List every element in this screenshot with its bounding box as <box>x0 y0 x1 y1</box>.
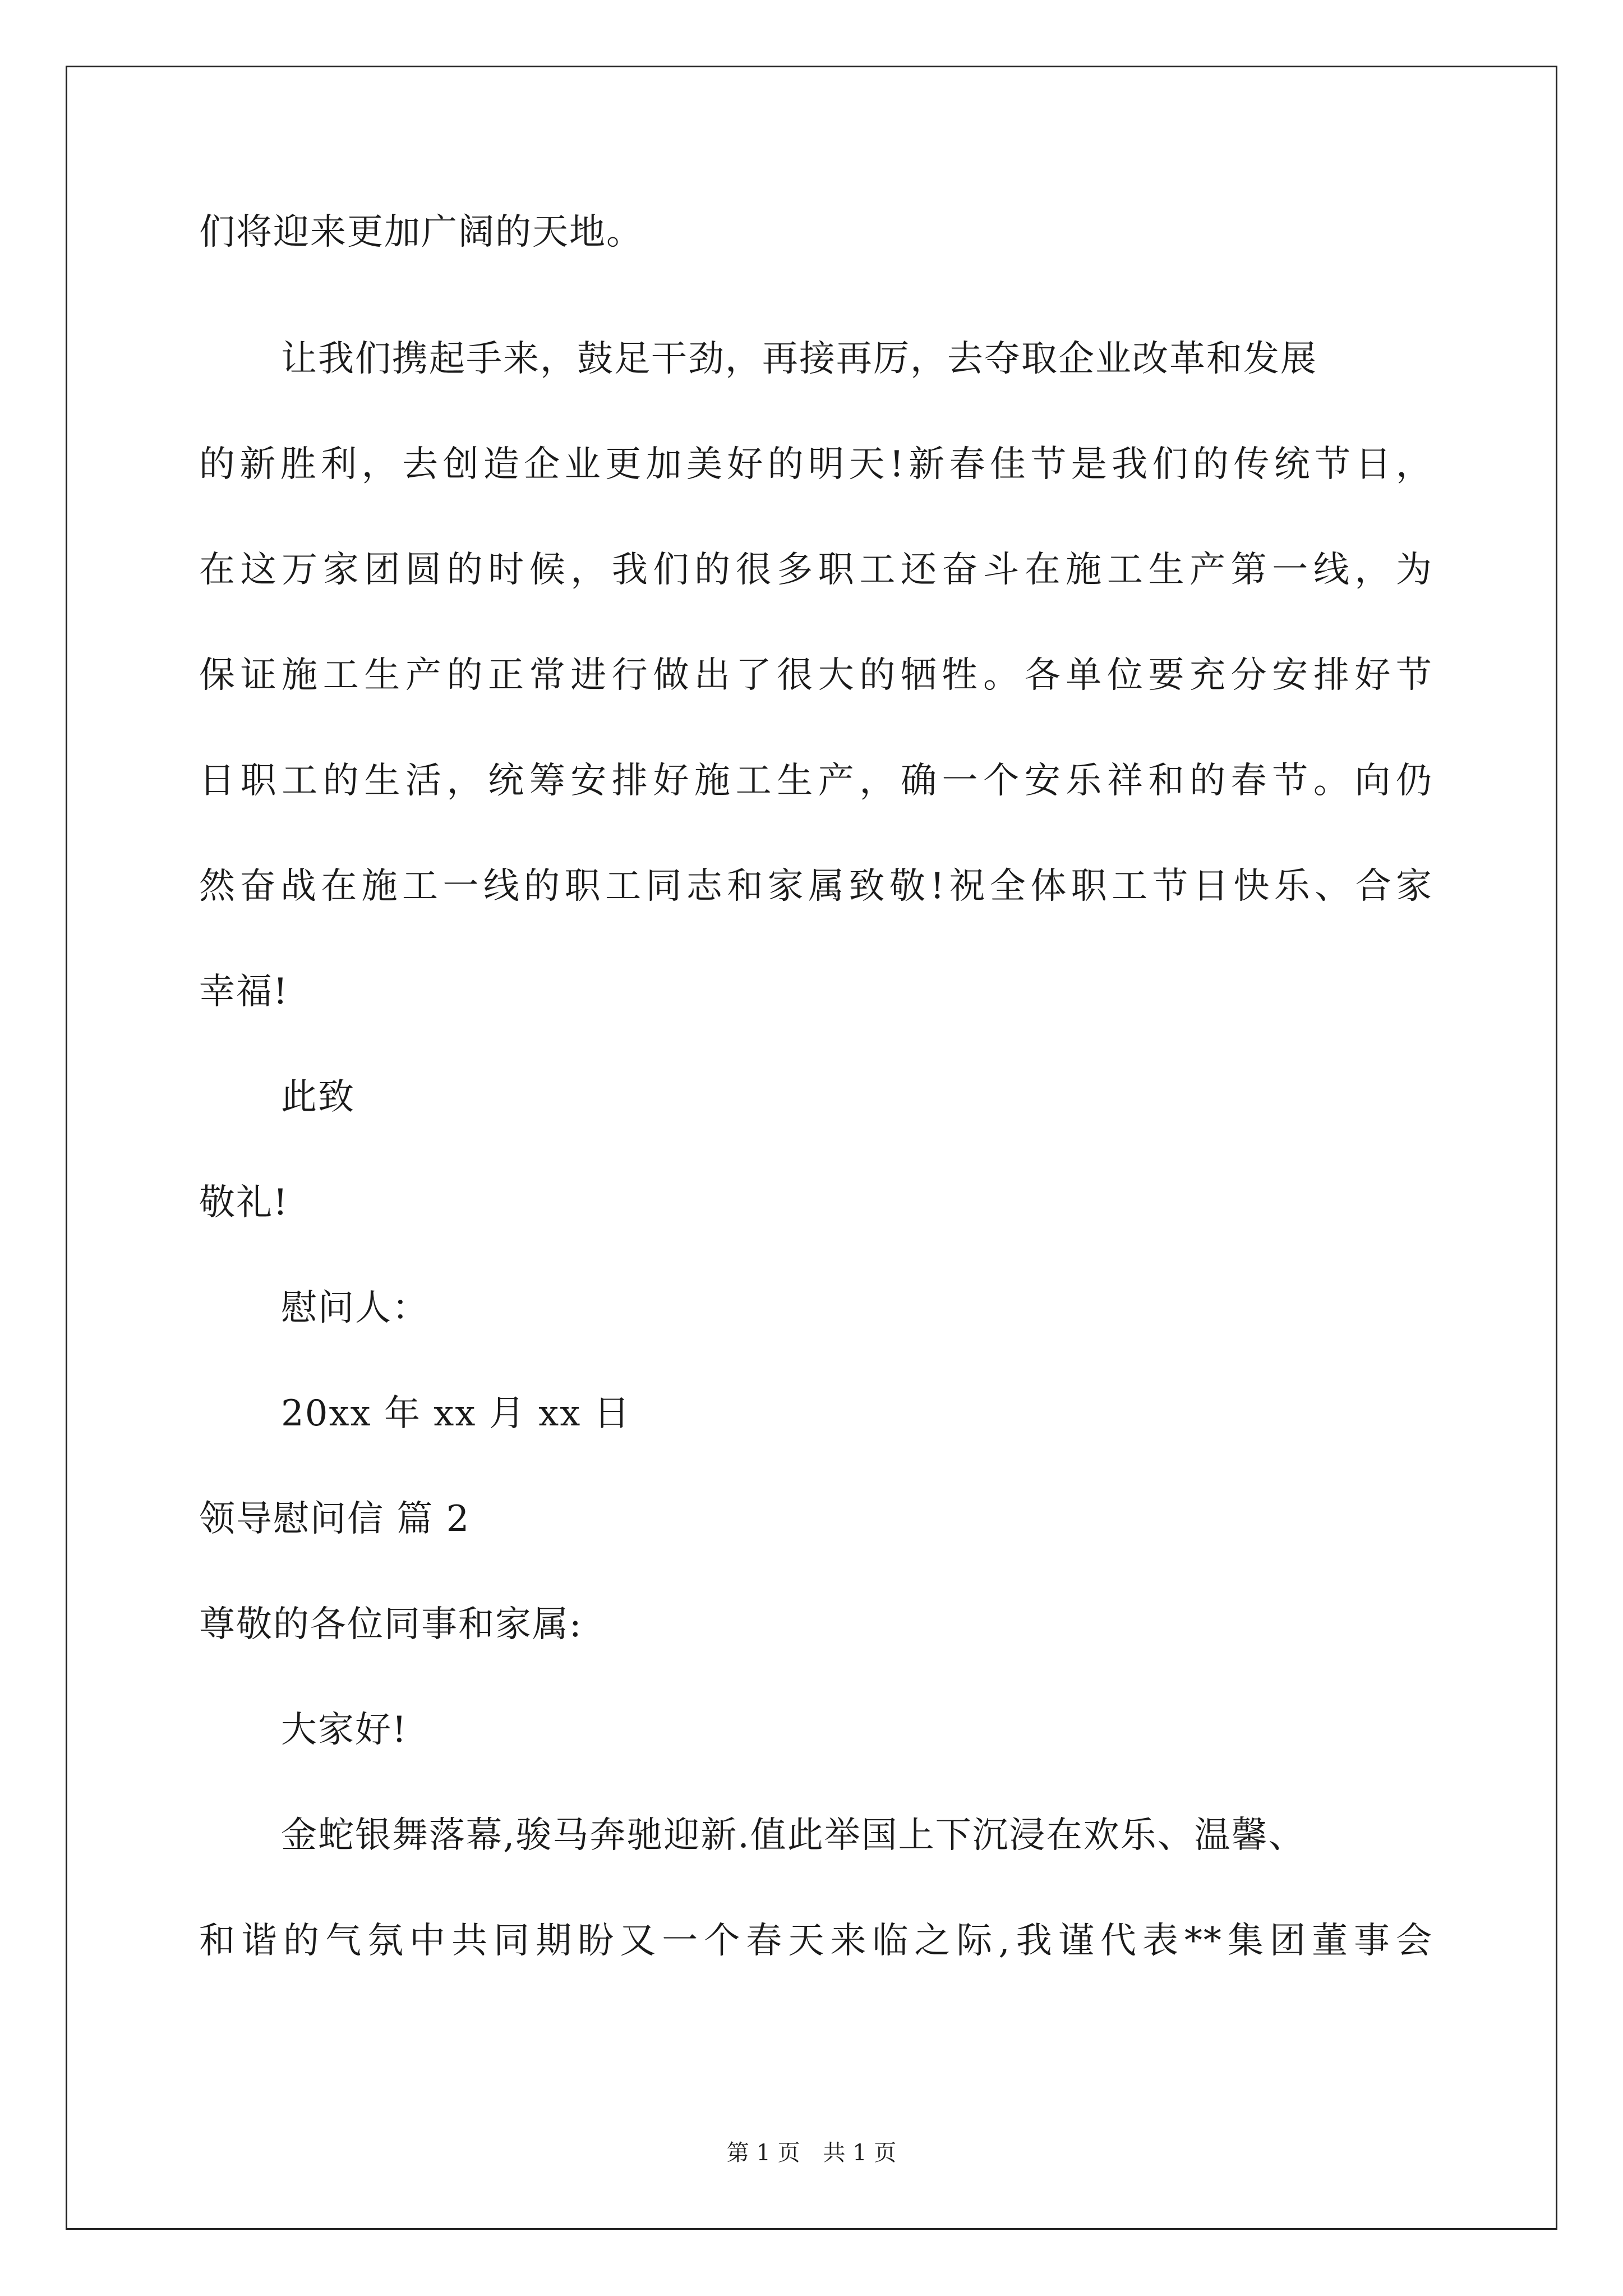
text-line: 日职工的生活，统筹安排好施工生产，确一个安乐祥和的春节。向仍 <box>199 760 1433 802</box>
text-line: 的新胜利，去创造企业更加美好的明天!新春佳节是我们的传统节日， <box>199 444 1433 485</box>
page-border <box>66 66 1557 2230</box>
page-number-current: 第 1 页 <box>726 2140 800 2166</box>
text-line: 然奋战在施工一线的职工同志和家属致敬!祝全体职工节日快乐、合家 <box>199 866 1433 907</box>
text-line: 和谐的气氛中共同期盼又一个春天来临之际,我谨代表**集团董事会 <box>199 1920 1433 1962</box>
page-footer <box>0 2142 1623 2164</box>
signature-label: 慰问人： <box>281 1287 429 1329</box>
salutation-closing: 敬礼! <box>199 1182 289 1223</box>
text-line: 在这万家团圆的时候，我们的很多职工还奋斗在施工生产第一线，为 <box>199 549 1433 591</box>
page-number-total: 共 1 页 <box>823 2140 897 2166</box>
text-line: 保证施工生产的正常进行做出了很大的牺牲。各单位要充分安排好节 <box>199 655 1433 696</box>
opening-line: 大家好! <box>281 1709 408 1751</box>
closing-phrase: 此致 <box>281 1076 355 1118</box>
greeting: 尊敬的各位同事和家属: <box>199 1604 583 1645</box>
section-heading: 领导慰问信 篇 2 <box>199 1498 471 1540</box>
date-line: 20xx 年 xx 月 xx 日 <box>281 1393 631 1434</box>
text-line: 让我们携起手来，鼓足干劲，再接再厉，去夺取企业改革和发展 <box>281 338 1317 380</box>
text-line: 们将迎来更加广阔的天地。 <box>199 211 643 253</box>
text-line: 金蛇银舞落幕,骏马奔驰迎新.值此举国上下沉浸在欢乐、温馨、 <box>281 1815 1306 1856</box>
text-line: 幸福! <box>199 971 289 1013</box>
